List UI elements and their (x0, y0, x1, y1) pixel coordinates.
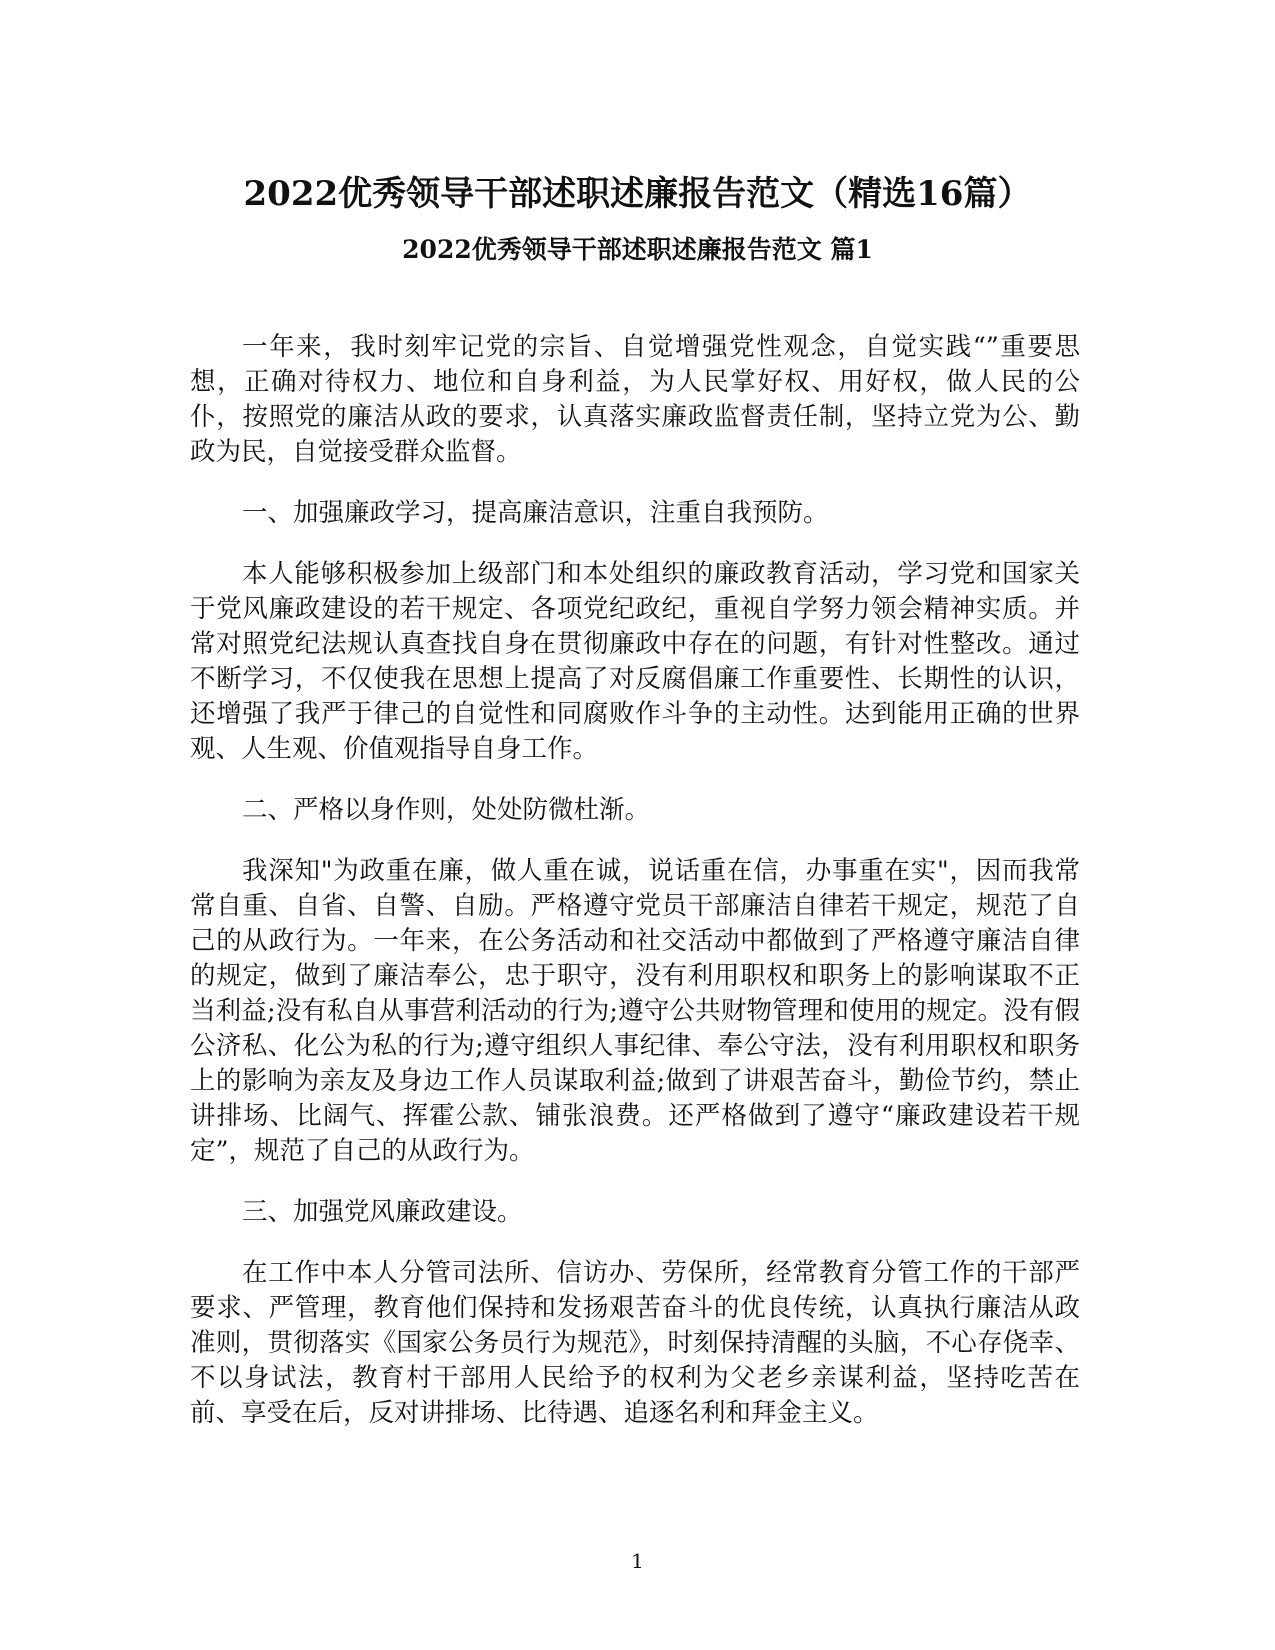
heading-point-1: 一、加强廉政学习，提高廉洁意识，注重自我预防。 (242, 498, 829, 528)
paragraph-point-1: 本人能够积极参加上级部门和本处组织的廉政教育活动，学习党和国家关于党风廉政建设的若干规定、各项党纪政纪，重视自学努力领会精神实质。并常对照党纪法规认真查找自身在贯彻廉政中存在的问题，有针对性整改。通过不断学习，不仅使我在思想上提高了对反腐倡廉工作重要性、长期性的认识，还增强了我严于律己的自觉性和同腐败作斗争的主动性。达到能用正确的世界观、人生观、价值观指导自身工作。 (190, 559, 1080, 764)
document-body (190, 330, 1080, 1457)
paragraph-point-3: 在工作中本人分管司法所、信访办、劳保所，经常教育分管工作的干部严要求、严管理，教育他们保持和发扬艰苦奋斗的优良传统，认真执行廉洁从政准则，贯彻落实《国家公务员行为规范》，时刻保持清醒的头脑，不心存侥幸、不以身试法，教育村干部用人民给予的权利为父老乡亲谋利益，坚持吃苦在前、享受在后，反对讲排场、比待遇、追逐名利和拜金主义。 (190, 1258, 1080, 1428)
section-title: 2022优秀领导干部述职述廉报告范文 篇1 (402, 235, 873, 264)
page-number: 1 (631, 1549, 644, 1573)
paragraph-intro: 一年来，我时刻牢记党的宗旨、自觉增强党性观念，自觉实践“”重要思想，正确对待权力、地位和自身利益，为人民掌好权、用好权，做人民的公仆，按照党的廉洁从政的要求，认真落实廉政监督责任制，坚持立党为公、勤政为民，自觉接受群众监督。 (190, 332, 1080, 467)
heading-point-2: 二、严格以身作则，处处防微杜渐。 (242, 795, 651, 825)
paragraph-point-2: 我深知"为政重在廉，做人重在诚，说话重在信，办事重在实"，因而我常常自重、自省、自警、自励。严格遵守党员干部廉洁自律若干规定，规范了自己的从政行为。一年来，在公务活动和社交活动中都做到了严格遵守廉洁自律的规定，做到了廉洁奉公，忠于职守，没有利用职权和职务上的影响谋取不正当利益;没有私自从事营利活动的行为;遵守公共财物管理和使用的规定。没有假公济私、化公为私的行为;遵守组织人事纪律、奉公守法，没有利用职权和职务上的影响为亲友及身边工作人员谋取利益;做到了讲艰苦奋斗，勤俭节约，禁止讲排场、比阔气、挥霍公款、铺张浪费。还严格做到了遵守“廉政建设若干规定”，规范了自己的从政行为。 (190, 856, 1080, 1166)
heading-point-3: 三、加强党风廉政建设。 (242, 1197, 523, 1227)
document-title: 2022优秀领导干部述职述廉报告范文（精选16篇） (243, 174, 1032, 214)
